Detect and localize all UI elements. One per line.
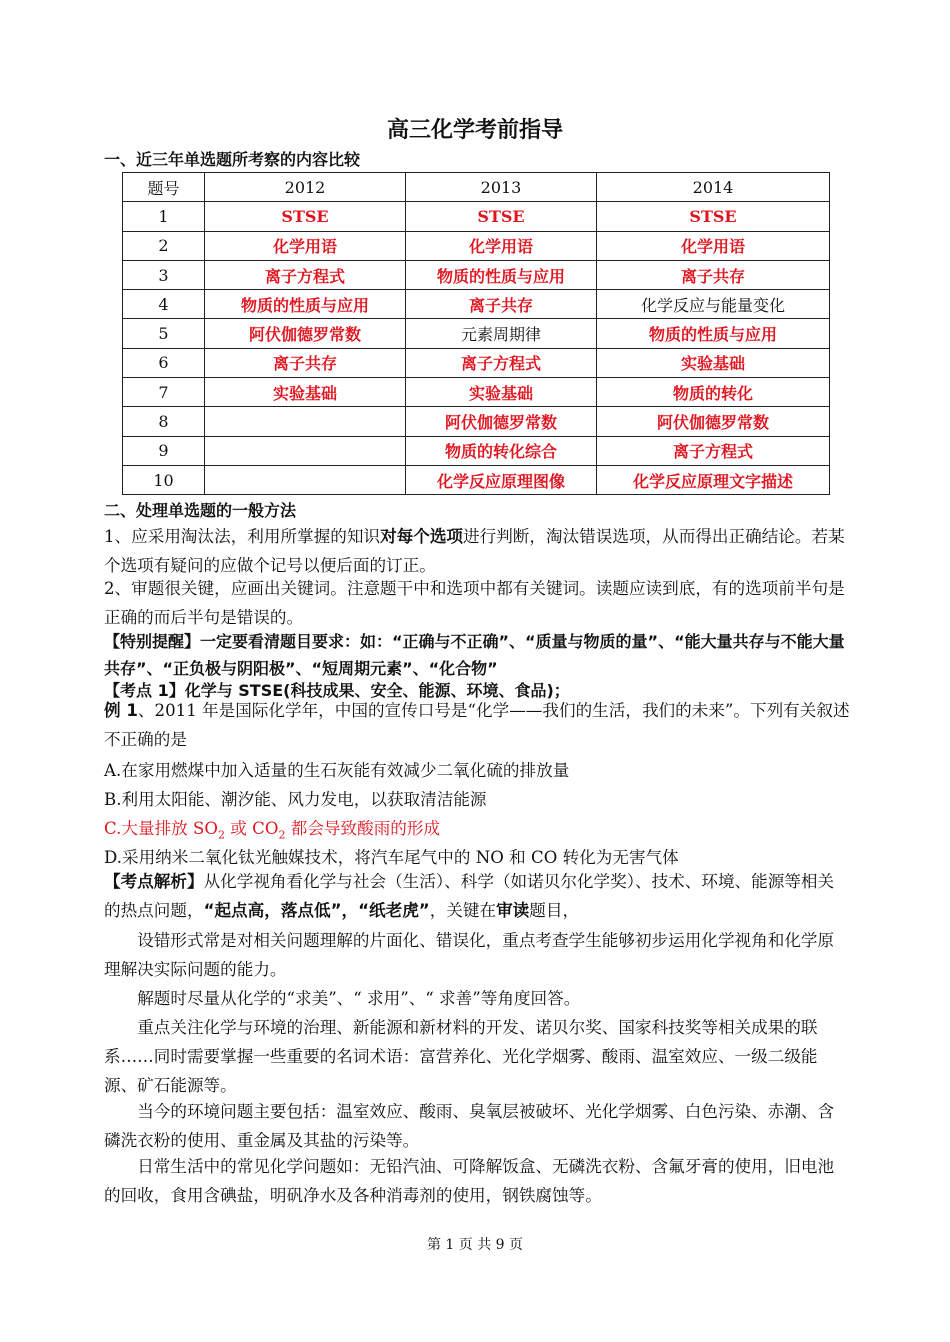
paragraph-5: 日常生活中的常见化学问题如：无铅汽油、可降解饭盒、无磷洗衣粉、含氟牙膏的使用，旧电池的回收，食用含碘盐，明矾净水及各种消毒剂的使用，钢铁腐蚀等。 [104, 1157, 835, 1205]
option-c-sub1: 2 [218, 828, 226, 842]
cell-2012 [205, 407, 406, 436]
analysis-bold-2: 审读 [496, 901, 530, 920]
method-1-pre: 1、应采用淘汰法，利用所掌握的知识 [104, 527, 381, 546]
analysis-text-2: ，关键在 [429, 901, 497, 920]
analysis-bold-1: “起点高，落点低”，“纸老虎” [203, 901, 430, 920]
table-header-row [123, 173, 830, 202]
option-c-sub2: 2 [278, 828, 286, 842]
cell-2013: 物质的性质与应用 [406, 260, 597, 289]
row-number-cell: 5 [123, 319, 205, 348]
cell-2013: 化学反应原理图像 [406, 465, 597, 494]
page-footer: 第 1 页 共 9 页 [426, 1237, 524, 1253]
table-row [123, 348, 830, 377]
option-b: B.利用太阳能、潮汐能、风力发电，以获取清洁能源 [104, 790, 487, 809]
row-number-cell: 8 [123, 407, 205, 436]
header-cell-2013: 2013 [406, 173, 597, 202]
cell-2013: 物质的转化综合 [406, 436, 597, 465]
cell-2014: STSE [597, 202, 830, 231]
method-1-bold: 对每个选项 [380, 527, 464, 546]
cell-2014: 阿伏伽德罗常数 [597, 407, 830, 436]
example-1-label: 例 1 [104, 701, 138, 720]
section1-heading: 一、近三年单选题所考察的内容比较 [104, 150, 361, 169]
special-reminder: 【特别提醒】一定要看清题目要求：如：“正确与不正确”、“质量与物质的量”、“能大量共存与不能大量共存”、“正负极与阴阳极”、“短周期元素”、“化合物” [104, 632, 845, 678]
cell-2012 [205, 465, 406, 494]
cell-2013: 元素周期律 [406, 319, 597, 348]
cell-2014: 实验基础 [597, 348, 830, 377]
table-row [123, 436, 830, 465]
table-row [123, 260, 830, 289]
comparison-table [122, 172, 830, 495]
table-row [123, 202, 830, 231]
option-c-pre: C.大量排放 SO [104, 819, 219, 838]
cell-2013: 离子共存 [406, 290, 597, 319]
cell-2012: STSE [205, 202, 406, 231]
kaodian-1-heading: 【考点 1】化学与 STSE(科技成果、安全、能源、环境、食品)； [104, 681, 570, 700]
paragraph-2: 解题时尽量从化学的“求美”、“ 求用”、“ 求善”等角度回答。 [137, 989, 581, 1008]
header-cell-2012: 2012 [205, 173, 406, 202]
option-a: A.在家用燃煤中加入适量的生石灰能有效减少二氧化硫的排放量 [104, 761, 570, 780]
cell-2012: 离子方程式 [205, 260, 406, 289]
cell-2013: 离子方程式 [406, 348, 597, 377]
row-number-cell: 4 [123, 290, 205, 319]
cell-2013: 阿伏伽德罗常数 [406, 407, 597, 436]
cell-2012: 实验基础 [205, 378, 406, 407]
method-2: 2、审题很关键，应画出关键词。注意题干中和选项中都有关键词。读题应读到底，有的选项前半句是正确的而后半句是错误的。 [104, 579, 845, 627]
option-d: D.采用纳米二氧化钛光触媒技术，将汽车尾气中的 NO 和 CO 转化为无害气体 [104, 848, 679, 867]
cell-2012: 化学用语 [205, 231, 406, 260]
row-number-cell: 1 [123, 202, 205, 231]
cell-2013: 实验基础 [406, 378, 597, 407]
table-row [123, 319, 830, 348]
table-row [123, 378, 830, 407]
cell-2013: 化学用语 [406, 231, 597, 260]
analysis-text-3: 题目， [529, 901, 580, 920]
option-c [104, 815, 864, 841]
paragraph-3: 重点关注化学与环境的治理、新能源和新材料的开发、诺贝尔奖、国家科技奖等相关成果的联系……同时需要掌握一些重要的名词术语：富营养化、光化学烟雾、酸雨、温室效应、一级二级能源、矿石能源等。 [104, 1018, 818, 1095]
cell-2012: 物质的性质与应用 [205, 290, 406, 319]
cell-2014: 物质的转化 [597, 378, 830, 407]
page-title: 高三化学考前指导 [386, 118, 563, 143]
paragraph-1: 设错形式常是对相关问题理解的片面化、错误化，重点考查学生能够初步运用化学视角和化学原理解决实际问题的能力。 [104, 931, 835, 979]
cell-2012: 离子共存 [205, 348, 406, 377]
row-number-cell: 3 [123, 260, 205, 289]
row-number-cell: 7 [123, 378, 205, 407]
table-row [123, 231, 830, 260]
header-cell-2014: 2014 [597, 173, 830, 202]
paragraph-4: 当今的环境问题主要包括：温室效应、酸雨、臭氧层被破坏、光化学烟雾、白色污染、赤潮、含磷洗衣粉的使用、重金属及其盐的污染等。 [104, 1102, 835, 1150]
cell-2014: 离子方程式 [597, 436, 830, 465]
cell-2012 [205, 436, 406, 465]
row-number-cell: 10 [123, 465, 205, 494]
comparison-table-body [123, 173, 830, 495]
cell-2014: 化学反应原理文字描述 [597, 465, 830, 494]
cell-2014: 离子共存 [597, 260, 830, 289]
cell-2013: STSE [406, 202, 597, 231]
cell-2014: 化学反应与能量变化 [597, 290, 830, 319]
section2-heading: 二、处理单选题的一般方法 [104, 501, 297, 520]
analysis-text-1: 从化学视角看化学与社会（生活）、科学（如诺贝尔化学奖）、技术、环境、能源等相关的热点问题， [104, 872, 835, 920]
option-c-post: 都会导致酸雨的形成 [285, 819, 441, 838]
cell-2014: 物质的性质与应用 [597, 319, 830, 348]
method-1 [104, 522, 850, 580]
example-1-text: 、2011 年是国际化学年，中国的宣传口号是“化学——我们的生活，我们的未来”。下列有关叙述不正确的是 [104, 701, 850, 749]
analysis [104, 867, 850, 925]
table-row [123, 407, 830, 436]
row-number-cell: 9 [123, 436, 205, 465]
table-row [123, 465, 830, 494]
option-c-mid: 或 CO [225, 819, 279, 838]
analysis-label: 【考点解析】 [104, 872, 204, 891]
example-1 [104, 696, 850, 754]
row-number-cell: 2 [123, 231, 205, 260]
method-1-post: 进行判断，淘汰错误选项，从而得出正确结论。若某个选项有疑问的应做个记号以便后面的订正。 [104, 527, 845, 575]
row-number-cell: 6 [123, 348, 205, 377]
table-row [123, 290, 830, 319]
cell-2014: 化学用语 [597, 231, 830, 260]
header-cell-number: 题号 [123, 173, 205, 202]
cell-2012: 阿伏伽德罗常数 [205, 319, 406, 348]
